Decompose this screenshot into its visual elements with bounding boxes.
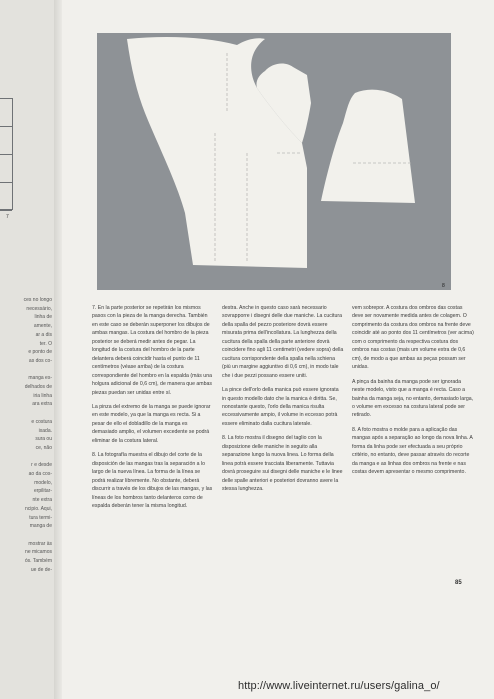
left-text-line: tura termi- — [29, 514, 52, 521]
paragraph: vem sobrepor. A costura dos ombros das costas deve ser novamente medida antes de colagem. O comprimento da costura dos ombros na frente deve coincidir até ao ponto dos 11 centímetros (ver acima) com o comprimento da respectiva costura dos ombros nas costas (mais um volume extra de 0,6 cm), de modo a que ambas as peças possam ser unidas. — [352, 305, 474, 371]
left-text-line: e costura — [31, 418, 52, 425]
left-text-line: ue de de- — [30, 566, 52, 573]
watermark-url: http://www.liveinternet.ru/users/galina_o/ — [238, 680, 440, 692]
left-text-line: delhados de — [24, 384, 52, 391]
left-text-line — [0, 453, 52, 462]
left-page-text — [0, 296, 52, 575]
left-text-line: sura ou — [35, 436, 52, 443]
paragraph: 8. A foto mostra o molde para a aplicação das mangas após a separação ao longo da nova linha. A forma da linha pode ser efectuada a seu próprio critério, no entanto, deve passar através do recorte da manga e as linhas dos ombros na frente e nas costas devem apresentar o mesmo comprimento. — [352, 426, 473, 476]
left-page-edge — [0, 0, 62, 699]
left-text-line: ncipio. Aqui, — [25, 505, 52, 512]
left-text-line: ar a dis — [35, 331, 52, 338]
left-text-line: mostrar às — [28, 540, 52, 547]
sleeve-pattern-drawing — [97, 33, 451, 290]
left-text-line: as dos co- — [28, 357, 52, 364]
left-text-line: iria linha — [33, 392, 52, 399]
left-text-line: manga de — [29, 523, 52, 530]
left-text-line: ces no longo — [23, 297, 52, 303]
page-gutter — [54, 0, 62, 699]
paragraph: 8. La fotografía muestra el dibujo del corte de la disposición de las mangas tras la separación a lo largo de la nueva línea. La forma de la línea se podrá realizar libremente. No obstante, deberá discurrir a través de los dibujos de las mangas, y las líneas de los hombros tanto delanteros como de espalda deberán tener la misma longitud. — [92, 452, 213, 509]
text-column-spanish — [92, 304, 214, 516]
paragraph: 8. La foto mostra il disegno del taglio con la disposizione delle maniche in seguito alla separazione lungo la nuova linea. Lo forma della linea potrà essere tracciata liberamente. Tuttavia dovrà proseguire sui disegni delle maniche e le linee delle spalle anteriori e posteriori dovranno avere la stessa lunghezza. — [222, 435, 343, 493]
left-text-line: ter. O — [39, 340, 52, 347]
left-text-line: ao da cos- — [28, 471, 52, 478]
left-text-line — [0, 531, 52, 540]
left-text-line: erpilitar- — [33, 488, 52, 495]
left-text-line: ne micamos — [25, 549, 52, 556]
left-text-line: ce, não — [35, 444, 52, 451]
left-text-line: ara extra — [32, 401, 52, 408]
left-text-line: manga es- — [28, 375, 52, 382]
left-text-line: r e desde — [31, 462, 52, 469]
left-text-line: amente, — [33, 323, 52, 330]
text-column-italian — [222, 304, 344, 500]
left-text-line: nte extra — [32, 497, 52, 504]
left-page-table — [0, 98, 13, 210]
left-figure-number: 7 — [6, 214, 9, 220]
left-text-line: linha de — [34, 314, 52, 321]
left-text-line: ixada. — [38, 427, 52, 434]
left-text-line — [0, 409, 52, 418]
paragraph: A pinça da bainha da manga pode ser ignorada neste modelo, visto que a manga é recta. Caso a bainha da manga seja, no entanto, demasiado larga, o volume em excesso na costura lateral pode ser retirado. — [352, 378, 474, 419]
pattern-photo — [97, 33, 451, 290]
left-text-line: necessário, — [26, 305, 52, 312]
figure-number: 8 — [442, 283, 445, 289]
left-text-line: ós. Também — [24, 558, 52, 565]
page-number: 85 — [455, 580, 462, 586]
left-text-line: e ponto de — [28, 349, 52, 356]
paragraph: 7. En la parte posterior se repetirán los mismos pasos con la pieza de la manga derecha. También en este caso se deberán superponer los dibujos de ambas mangas. La costura del hombro de la pieza posterior se deberá medir antes de pegar. La longitud de la costura del hombro de la parte delantera deberá coincidir hasta el punto de 11 centímetros (véase arriba) de la costura correspondiente del hombro en la espalda (más una holgura adicional de 0,6 cm), de manera que ambas piezas puedan ser unidas entre sí. — [92, 305, 212, 396]
paragraph: destra. Anche in questo caso sarà necessario sovrapporre i disegni delle due maniche. La cucitura della spalla del pezzo posteriore dovrà essere misurata prima dell'incollatura. La lunghezza della cucitura della spalla della parte anteriore dovrà coincidere fino agli 11 centimetri (vedere sopra) della cucitura corrispondente della spalla nella schiena (più un margine aggiuntivo di 0,6 cm), in modo tale che i due pezzi possano essere uniti. — [222, 305, 344, 379]
paragraph: La pince dell'orlo della manica può essere ignorata in questo modello dato che la manica è diritta. Se, nonostante questo, l'orlo della manica risulta eccessivamente ampio, il volume in eccesso potrà essere eliminato dalla cucitura laterale. — [222, 387, 339, 427]
left-text-line — [0, 366, 52, 375]
left-text-line: modelo, — [34, 479, 52, 486]
pattern-piece-bodice — [321, 90, 415, 203]
paragraph: La pinza del extremo de la manga se puede ignorar en este modelo, ya que la manga es recta. Si a pesar de ello el dobladillo de la manga es demasiado amplio, el volumen excedente se podrá eliminar de la costura lateral. — [92, 403, 211, 444]
text-column-portuguese — [352, 304, 474, 483]
